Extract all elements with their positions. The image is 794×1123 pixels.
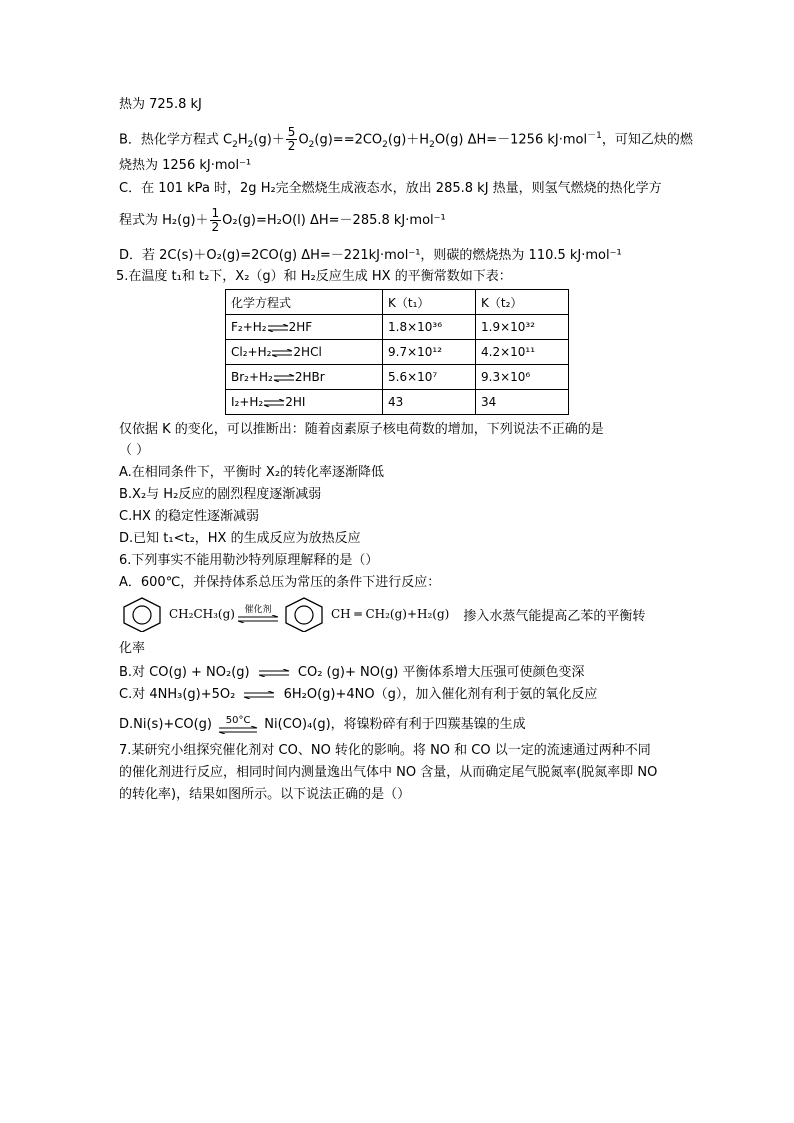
equilibrium-constant-table xyxy=(225,289,569,415)
q6-option-b: B.对 CO(g) + NO₂(g) CO₂ (g)+ NO(g) 平衡体系增大压强可使颜色变深 xyxy=(119,665,585,680)
table-cell: 9.7×10¹² xyxy=(383,340,476,365)
fraction-1-2: $\frac{1}{2}$ xyxy=(211,206,220,234)
condition-equilibrium-arrow: 50°C xyxy=(218,716,258,734)
q5-paren: （ ） xyxy=(119,443,150,458)
equilibrium-arrow-icon xyxy=(243,691,275,699)
table-cell: 5.6×10⁷ xyxy=(383,365,476,390)
q6-a-cont: 化率 xyxy=(119,641,146,656)
table-header: K（t₂） xyxy=(476,290,569,315)
table-header: 化学方程式 xyxy=(226,290,383,315)
q6-option-c: C.对 4NH₃(g)+5O₂ 6H₂O(g)+4NO（g），加入催化剂有利于氨的氧化反应 xyxy=(119,687,598,702)
table-header-row xyxy=(226,290,569,315)
table-cell: 34 xyxy=(476,390,569,415)
table-row xyxy=(226,365,569,390)
table-cell: 1.8×10³⁶ xyxy=(383,315,476,340)
q6-option-a: A．600℃，并保持体系总压为常压的条件下进行反应： xyxy=(119,575,441,590)
table-cell: 9.3×10⁶ xyxy=(476,365,569,390)
q6-stem: 6.下列事实不能用勒沙特列原理解释的是（） xyxy=(119,553,379,568)
option-a-tail: 热为 725.8 kJ xyxy=(119,97,202,112)
equilibrium-arrow-icon xyxy=(263,399,285,407)
q7-line2: 的催化剂进行反应，相同时间内测量逸出气体中 NO 含量，从而确定尾气脱氮率(脱氮率即 NO xyxy=(119,765,658,780)
table-row xyxy=(226,340,569,365)
fraction-5-2: $\frac{5}{2}$ xyxy=(287,125,296,154)
option-c-line2: 程式为 H₂(g)＋ $\frac{1}{2}$ O₂(g)=H₂O(l) ΔH=－285.8 kJ·mol⁻¹ xyxy=(119,206,446,234)
benzene-ring-icon xyxy=(281,596,327,632)
q5-option-a: A.在相同条件下，平衡时 X₂的转化率逐渐降低 xyxy=(119,465,385,480)
benzene-ring-icon xyxy=(119,596,165,632)
q7-line3: 的转化率)，结果如图所示。以下说法正确的是（） xyxy=(119,787,411,802)
equilibrium-arrow-icon xyxy=(271,349,293,357)
equilibrium-arrow-icon xyxy=(273,374,295,382)
equilibrium-arrow-icon xyxy=(258,669,290,677)
q5-option-c: C.HX 的稳定性逐渐减弱 xyxy=(119,509,260,524)
table-row xyxy=(226,390,569,415)
q5-option-d: D.已知 t₁<t₂，HX 的生成反应为放热反应 xyxy=(119,531,361,546)
table-cell-equation: F₂+H₂ 2HF xyxy=(226,315,383,340)
option-d-line: D．若 2C(s)＋O₂(g)=2CO(g) ΔH=－221kJ·mol⁻¹，则碳的燃烧热为 110.5 kJ·mol⁻¹ xyxy=(119,248,622,263)
table-cell-equation: I₂+H₂ 2HI xyxy=(226,390,383,415)
q7-line1: 7.某研究小组探究催化剂对 CO、NO 转化的影响。将 NO 和 CO 以一定的流速通过两种不同 xyxy=(119,743,651,758)
option-b-cont: 烧热为 1256 kJ·mol⁻¹ xyxy=(119,158,252,173)
styrene-label: CH ═ CH₂(g)+H₂(g) xyxy=(330,607,450,621)
table-cell: 1.9×10³² xyxy=(476,315,569,340)
q5-option-b: B.X₂与 H₂反应的剧烈程度逐渐减弱 xyxy=(119,487,322,502)
equilibrium-arrow-icon xyxy=(237,615,279,623)
table-cell: 43 xyxy=(383,390,476,415)
option-c-line1: C．在 101 kPa 时，2g H₂完全燃烧生成液态水，放出 285.8 kJ 热量，则氢气燃烧的热化学方 xyxy=(119,181,662,196)
equilibrium-arrow-icon xyxy=(267,324,289,332)
q6-a-reaction xyxy=(119,596,645,632)
table-cell-equation: Cl₂+H₂ 2HCl xyxy=(226,340,383,365)
option-b-line: B．热化学方程式 $C_2H_2(g)+$ $\frac{5}{2}$ $O_2(g)==2CO_2(g)+H_2O(g)$ ΔH=－1256 kJ·mol$^{-1}$，可知乙炔的燃 xyxy=(119,125,693,154)
catalyst-equilibrium-arrow: 催化剂 xyxy=(237,605,279,623)
table-cell: 4.2×10¹¹ xyxy=(476,340,569,365)
q6-option-d: D.Ni(s)+CO(g) 50°C Ni(CO)₄(g)，将镍粉碎有利于四羰基镍的生成 xyxy=(119,714,526,732)
table-header: K（t₁） xyxy=(383,290,476,315)
equilibrium-arrow-icon xyxy=(218,726,258,734)
table-row xyxy=(226,315,569,340)
q6-a-tail: 掺入水蒸气能提高乙苯的平衡转 xyxy=(463,608,646,624)
q5-intro: 5.在温度 t₁和 t₂下，X₂（g）和 H₂反应生成 HX 的平衡常数如下表： xyxy=(116,269,512,284)
q5-stem: 仅依据 K 的变化，可以推断出：随着卤素原子核电荷数的增加，下列说法不正确的是 xyxy=(119,422,604,437)
ethylbenzene-label: CH₂CH₃(g) xyxy=(169,607,235,621)
table-cell-equation: Br₂+H₂ 2HBr xyxy=(226,365,383,390)
